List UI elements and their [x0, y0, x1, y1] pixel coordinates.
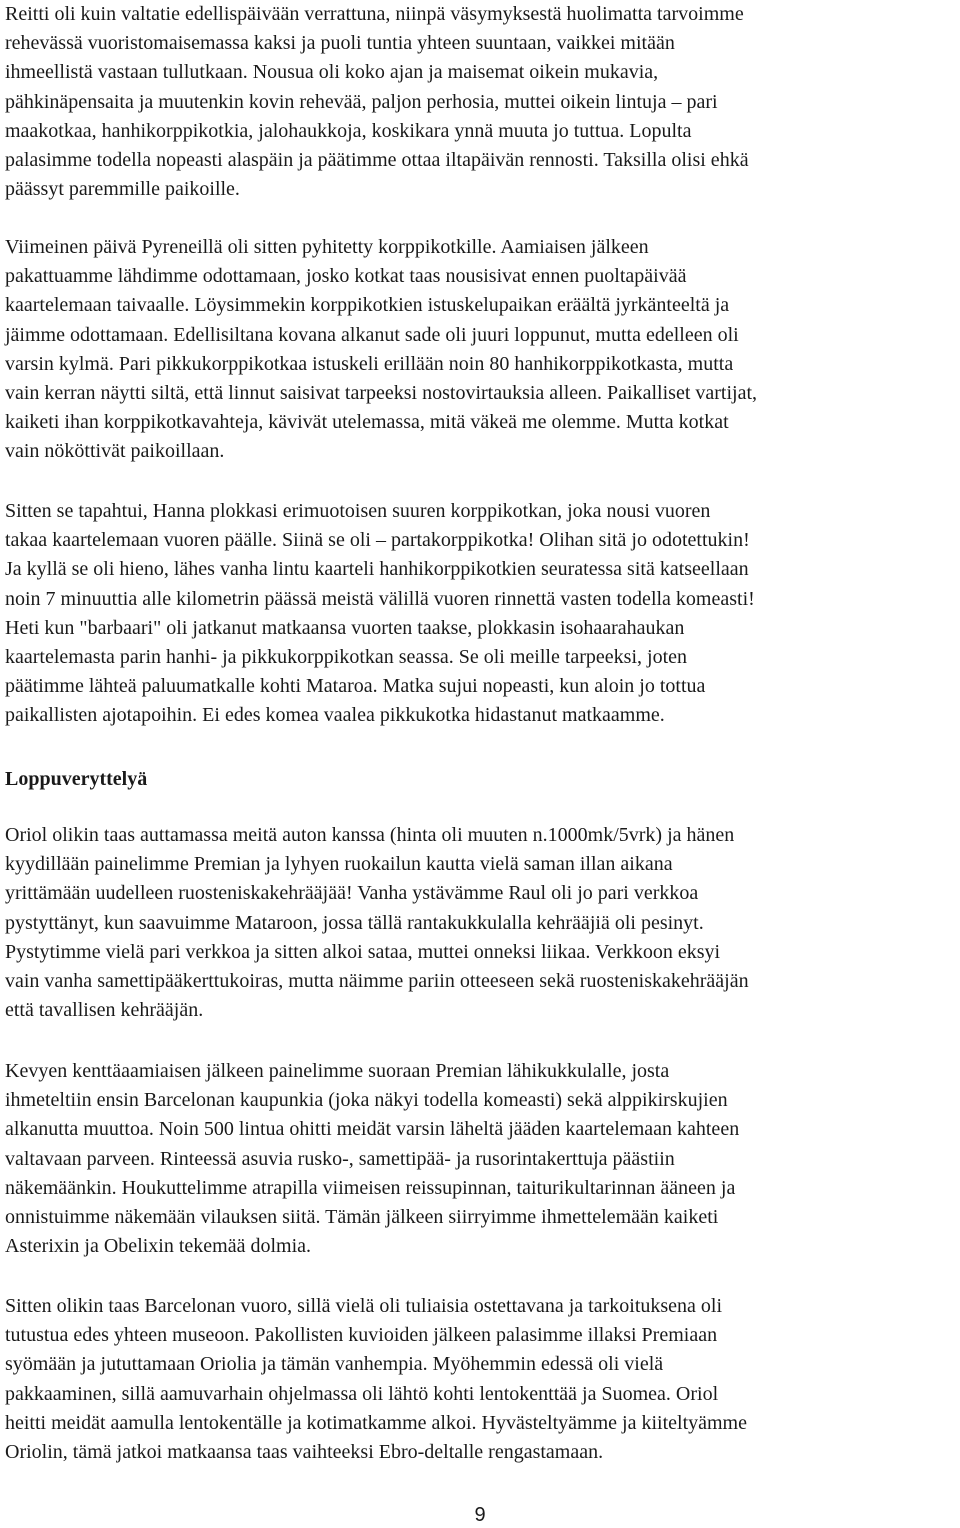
paragraph-last-day-pyrenees: Viimeinen päivä Pyreneillä oli sitten pyhitetty korppikotkille. Aamiaisen jälkeen pakattuamme lähdimme odottamaan, josko kotkat taas nousisivat ennen puoltapäivää kaartelemaan taivaalle. Löysimmekin korppikotkien istuskelupaikan eräältä jyrkänteeltä ja jäimme odottamaan. Edellisiltana kovana alkanut sade oli juuri loppunut, mutta edelleen oli varsin kylmä. Pari pikkukorppikotkaa istuskeli erillään noin 80 hanhikorppikotkasta, mutta vain kerran näytti siltä, että linnut saisivat tarpeeksi nostovirtauksia alleen. Paikalliset vartijat, kaiketi ihan korppikotkavahteja, kävivät utelemassa, mitä väkeä me olemme. Mutta kotkat vain nököttivät paikoillaan. [5, 236, 758, 463]
paragraph-barcelona-return: Sitten olikin taas Barcelonan vuoro, sillä vielä oli tuliaisia ostettavana ja tarkoituksena oli tutustua edes yhteen museoon. Pakollisten kuvioiden jälkeen palasimme illaksi Premiaan syömään ja jututtamaan Oriolia ja tämän vanhempia. Myöhemmin edessä oli vielä pakkaaminen, sillä aamuvarhain ohjelmassa oli lähtö kohti lentokenttää ja Suomea. Oriol heitti meidät aamulla lentokentälle ja kotimatkamme alkoi. Hyvästeltyämme ja kiiteltyämme Oriolin, tämä jatkoi matkaansa taas vaihteeksi Ebro-deltalle rengastamaan. [5, 1295, 747, 1464]
paragraph-premia-hill: Kevyen kenttäaamiaisen jälkeen painelimme suoraan Premian lähikukkulalle, josta ihmeteltiin ensin Barcelonan kaupunkia (joka näkyi todella komeasti) sekä alppikirskujien alkanutta muuttoa. Noin 500 lintua ohitti meidät varsin läheltä jääden kaartelemaan kahteen valtavaan parveen. Rinteessä asuvia rusko-, samettipää- ja rusorintakerttuja päästiin näkemäänkin. Houkuttelimme atrapilla viimeisen reissupinnan, taiturikultarinnan ääneen ja onnistuimme näkemään vilauksen siitä. Tämän jälkeen siirryimme ihmettelemään kaiketi Asterixin ja Obelixin tekemää dolmia. [5, 1060, 740, 1258]
paragraph-bearded-vulture: Sitten se tapahtui, Hanna plokkasi erimuotoisen suuren korppikotkan, joka nousi vuoren takaa kaartelemaan vuoren päälle. Siinä se oli – partakorppikotka! Olihan sitä jo odotettukin! Ja kyllä se oli hieno, lähes vanha lintu kaarteli hanhikorppikotkien seuratessa sitä katseellaan noin 7 minuuttia alle kilometrin päässä meistä välillä vuoren rinnettä vasten todella komeasti! Heti kun "barbaari" oli jatkanut matkaansa vuorten taakse, plokkasin isohaarahaukan kaartelemasta parin hanhi- ja pikkukorppikotkan seassa. Se oli meille tarpeeksi, joten päätimme lähteä paluumatkalle kohti Mataroa. Matka sujui nopeasti, kun aloin jo tottua paikallisten ajotapoihin. Ei edes komea vaalea pikkukotka hidastanut matkaamme. [5, 500, 755, 727]
paragraph-oriol-nightjar: Oriol olikin taas auttamassa meitä auton kanssa (hinta oli muuten n.1000mk/5vrk) ja hänen kyydillään painelimme Premian ja lyhyen ruokailun kautta vielä saman illan aikana yrittämään uudelleen ruosteniskakehrääjää! Vanha ystävämme Raul oli jo pari verkkoa pystyttänyt, kun saavuimme Mataroon, jossa tällä rantakukkulalla kehrääjiä oli pesinyt. Pystytimme vielä pari verkkoa ja sitten alkoi sataa, muttei onneksi liikaa. Verkkoon eksyi vain vanha samettipääkerttukoiras, mutta näimme pariin otteeseen sekä ruosteniskakehrääjän että tavallisen kehrääjän. [5, 824, 749, 1022]
page-number: 9 [474, 1504, 486, 1526]
paragraph-route: Reitti oli kuin valtatie edellispäivään verrattuna, niinpä väsymyksestä huolimatta tarvoimme rehevässä vuoristomaisemassa kaksi ja puoli tuntia yhteen suuntaan, vaikkei mitään ihmeellistä vastaan tullutkaan. Nousua oli koko ajan ja maisemat oikein mukavia, pähkinäpensaita ja muutenkin kovin rehevää, paljon perhosia, muttei oikein lintuja – pari maakotkaa, hanhikorppikotkia, jalohaukkoja, koskikara ynnä muuta jo tuttua. Lopulta palasimme todella nopeasti alaspäin ja päätimme ottaa iltapäivän rennosti. Taksilla olisi ehkä päässyt paremmille paikoille. [5, 3, 749, 201]
section-heading: Loppuveryttelyä [5, 768, 148, 790]
